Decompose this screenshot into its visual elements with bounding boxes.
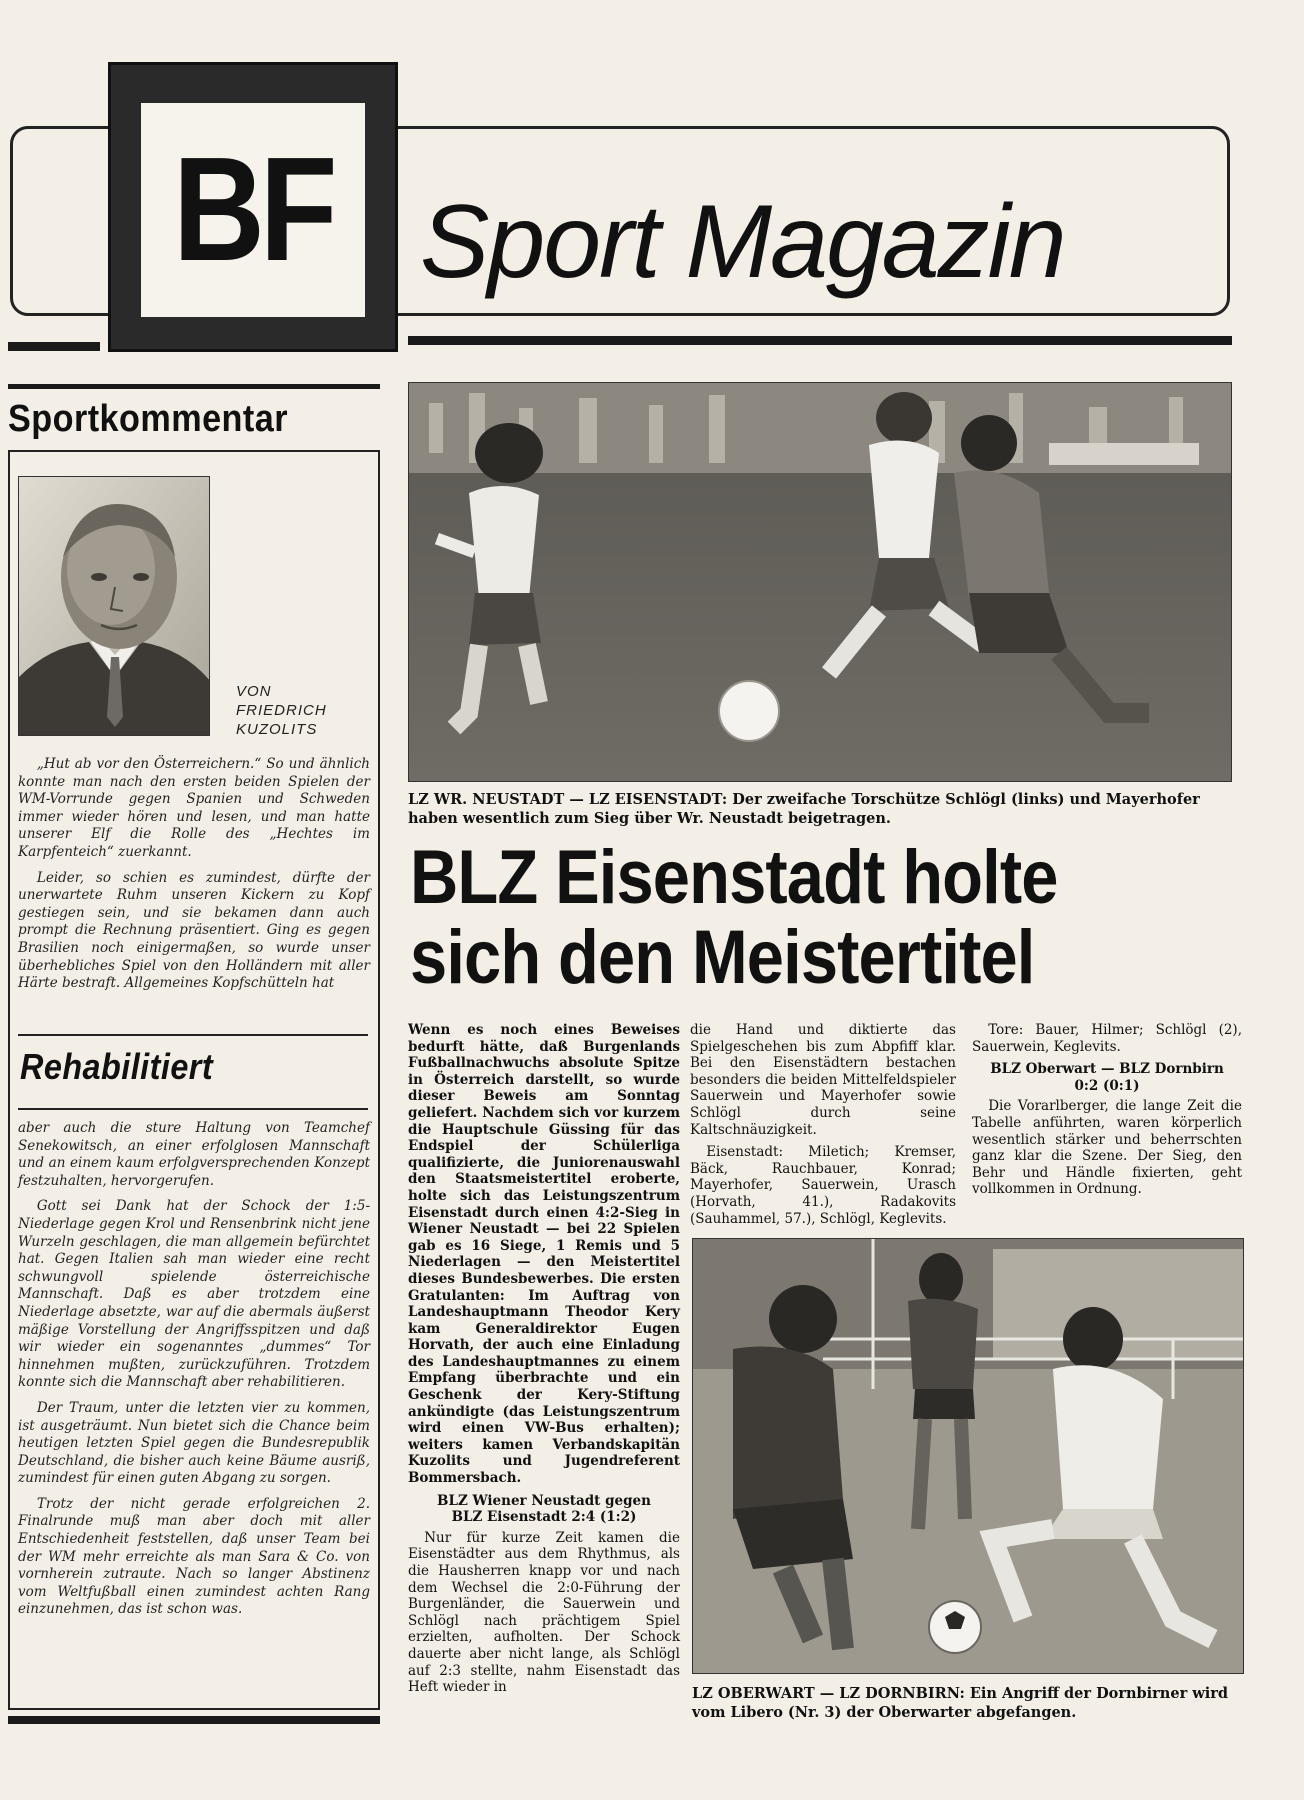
article-paragraph: Nur für kurze Zeit kamen die Eisenstädter aus dem Rhythmus, als die Hausherren knapp vor und nach dem Wechsel die 2:0-Führung der Burgenländer, die Sauerwein und Schlögl nach prächtigem Spiel erzielten, aufholten. Der Schock dauerte aber nicht lange, als Schlögl auf 2:3 stellte, nahm Eisenstadt das Heft wieder in bbox=[408, 1529, 680, 1696]
commentary-paragraph: Gott sei Dank hat der Schock der 1:5-Niederlage gegen Krol und Rensenbrink nicht jene Wurzeln geschlagen, die man allgemein befürchtet hat. Gegen Italien sah man wieder eine recht schwungvoll spielende österreichische Mannschaft. Daß es aber trotzdem eine Niederlage absetzte, war auf die abermals äußerst mäßige Vorstellung der Angriffsspitzen und daß wir wieder ein sogenanntes „dummes“ Tor hinnehmen mußten, zurückzuführen. Trotzdem konnte sich die Mannschaft aber rehabilitieren. bbox=[18, 1198, 370, 1391]
commentary-text-continued bbox=[18, 1120, 370, 1627]
headline-line-1: BLZ Eisenstadt holte bbox=[410, 835, 1058, 920]
subsection-title-rehabilitiert: Rehabilitiert bbox=[20, 1046, 214, 1087]
article-column-2 bbox=[690, 1022, 956, 1233]
commentary-top-rule bbox=[8, 384, 380, 389]
article-paragraph: die Hand und diktierte das Spielgeschehen bis zum Abpfiff klar. Bei den Eisenstädtern bestachen besonders die beiden Mittelfeldspieler Sauerwein und Mayerhofer sowie Schlögl durch seine Kaltschnäuzigkeit. bbox=[690, 1022, 956, 1138]
article-column-1 bbox=[408, 1022, 680, 1702]
rehab-rule-bottom bbox=[18, 1108, 368, 1110]
bottom-photo-image bbox=[693, 1239, 1244, 1674]
article-lead: Wenn es noch eines Beweises bedurft hätte, daß Burgenlands Fußballnachwuchs absolute Spitze in Österreich darstellt, so wurde dieser Beweis am Sonntag geliefert. Nachdem sich vor kurzem die Hauptschule Güssing für das Endspiel der Schülerliga qualifizierte, die Juniorenauswahl den Staatsmeistertitel eroberte, holte sich das Leistungszentrum Eisenstadt durch einen 4:2-Sieg in Wiener Neustadt — bei 22 Spielen gab es 16 Siege, 1 Remis und 5 Niederlagen — den Meistertitel dieses Bundesbewerbes. Die ersten Gratulanten: Im Auftrag von Landeshauptmann Theodor Kery kam Generaldirektor Eugen Horvath, der auch eine Einladung des Landeshauptmannes zu einem Empfang überbrachte und ein Geschenk der Kery-Stiftung ankündigte (das Leistungszentrum wird einen VW-Bus erhalten); weiters kamen Verbandskapitän Kuzolits und Jugendreferent Bommersbach. bbox=[408, 1022, 680, 1487]
bf-logo-inner bbox=[141, 103, 365, 317]
commentary-paragraph: Trotz der nicht gerade erfolgreichen 2. Finalrunde muß man aber doch mit aller Entschiedenheit feststellen, daß unser Team bei der WM mehr erreichte als man Sara & Co. von vornherein zutraute. Nach so langer Abstinenz vom Weltfußball einen zumindest achten Rang einzunehmen, das ist schon was. bbox=[18, 1495, 370, 1618]
subhead-line: 0:2 (0:1) bbox=[1074, 1077, 1140, 1094]
commentary-paragraph: „Hut ab vor den Österreichern.“ So und ähnlich konnte man nach den ersten beiden Spielen der WM-Vorrunde gegen Spanien und Schweden immer wieder hören und lesen, und man hatte unserer Elf die Rolle des „Hechtes im Karpfenteich“ zuerkannt. bbox=[18, 756, 370, 860]
bottom-photo-caption: LZ OBERWART — LZ DORNBIRN: Ein Angriff der Dornbirner wird vom Libero (Nr. 3) der Oberwarter abgefangen. bbox=[692, 1685, 1229, 1721]
top-photo-image bbox=[409, 383, 1232, 782]
logo-text: BF bbox=[173, 127, 333, 292]
section-title-sportkommentar: Sportkommentar bbox=[8, 398, 288, 440]
commentary-paragraph: Leider, so schien es zumindest, dürfte der unerwartete Ruhm unseren Kickern zu Kopf gestiegen sein, und sie bekamen dann auch prompt die Rechnung präsentiert. Ging es gegen Brasilien noch einigermaßen, so wurde unser überhebliches Spiel von den Holländern mit aller Härte bestraft. Allgemeines Kopfschütteln hat bbox=[18, 869, 370, 992]
lineup-eisenstadt: Eisenstadt: Miletich; Kremser, Bäck, Rauchbauer, Konrad; Mayerhofer, Sauerwein, Urasch (Horvath, 41.), Radakovits (Sauhammel, 57.), Schlögl, Keglevits. bbox=[690, 1144, 956, 1227]
top-photo-caption: LZ WR. NEUSTADT — LZ EISENSTADT: Der zweifache Torschütze Schlögl (links) und Mayerhofer haben wesentlich zum Sieg über Wr. Neustadt beigetragen. bbox=[408, 791, 1200, 827]
masthead-rule-right bbox=[408, 336, 1232, 345]
masthead-rule-left bbox=[8, 342, 100, 351]
goal-scorers: Tore: Bauer, Hilmer; Schlögl (2), Sauerwein, Keglevits. bbox=[972, 1022, 1242, 1055]
byline-line: KUZOLITS bbox=[236, 721, 318, 738]
subhead-line: BLZ Wiener Neustadt gegen bbox=[437, 1492, 651, 1509]
bottom-match-photo bbox=[692, 1238, 1244, 1674]
match-subhead-2 bbox=[972, 1061, 1242, 1094]
byline-line: FRIEDRICH bbox=[236, 702, 327, 719]
subhead-line: BLZ Oberwart — BLZ Dornbirn bbox=[990, 1061, 1224, 1078]
commentary-paragraph: aber auch die sture Haltung von Teamchef Senekowitsch, an einer erfolglosen Mannschaft und an einem kaum erfolgversprechenden Konzept festzuhalten, hervorgerufen. bbox=[18, 1120, 370, 1189]
bf-logo bbox=[108, 62, 398, 352]
portrait-image bbox=[19, 477, 210, 736]
commentary-text bbox=[18, 756, 370, 1001]
article-column-3 bbox=[972, 1022, 1242, 1204]
article-headline bbox=[410, 835, 1140, 1000]
commentary-bottom-rule bbox=[8, 1716, 380, 1724]
author-portrait bbox=[18, 476, 210, 736]
article-paragraph: Die Vorarlberger, die lange Zeit die Tabelle anführten, waren körperlich wesentlich stärker und beherrschten ganz klar die Szene. Der Sieg, den Behr und Händle fixierten, geht vollkommen in Ordnung. bbox=[972, 1098, 1242, 1198]
rehab-rule-top bbox=[18, 1034, 368, 1036]
match-subhead-1 bbox=[408, 1493, 680, 1526]
top-match-photo bbox=[408, 382, 1232, 782]
headline-line-2: sich den Meistertitel bbox=[410, 915, 1035, 1000]
author-byline bbox=[236, 682, 327, 739]
byline-line: VON bbox=[236, 683, 272, 700]
commentary-paragraph: Der Traum, unter die letzten vier zu kommen, ist ausgeträumt. Nun bietet sich die Chance beim heutigen letzten Spiel gegen die Bundesrepublik Deutschland, die bisher auch keine Bäume ausriß, zumindest für einen guten Abgang zu sorgen. bbox=[18, 1399, 370, 1487]
magazine-title: Sport Magazin bbox=[420, 184, 1065, 300]
subhead-line: BLZ Eisenstadt 2:4 (1:2) bbox=[451, 1509, 637, 1526]
